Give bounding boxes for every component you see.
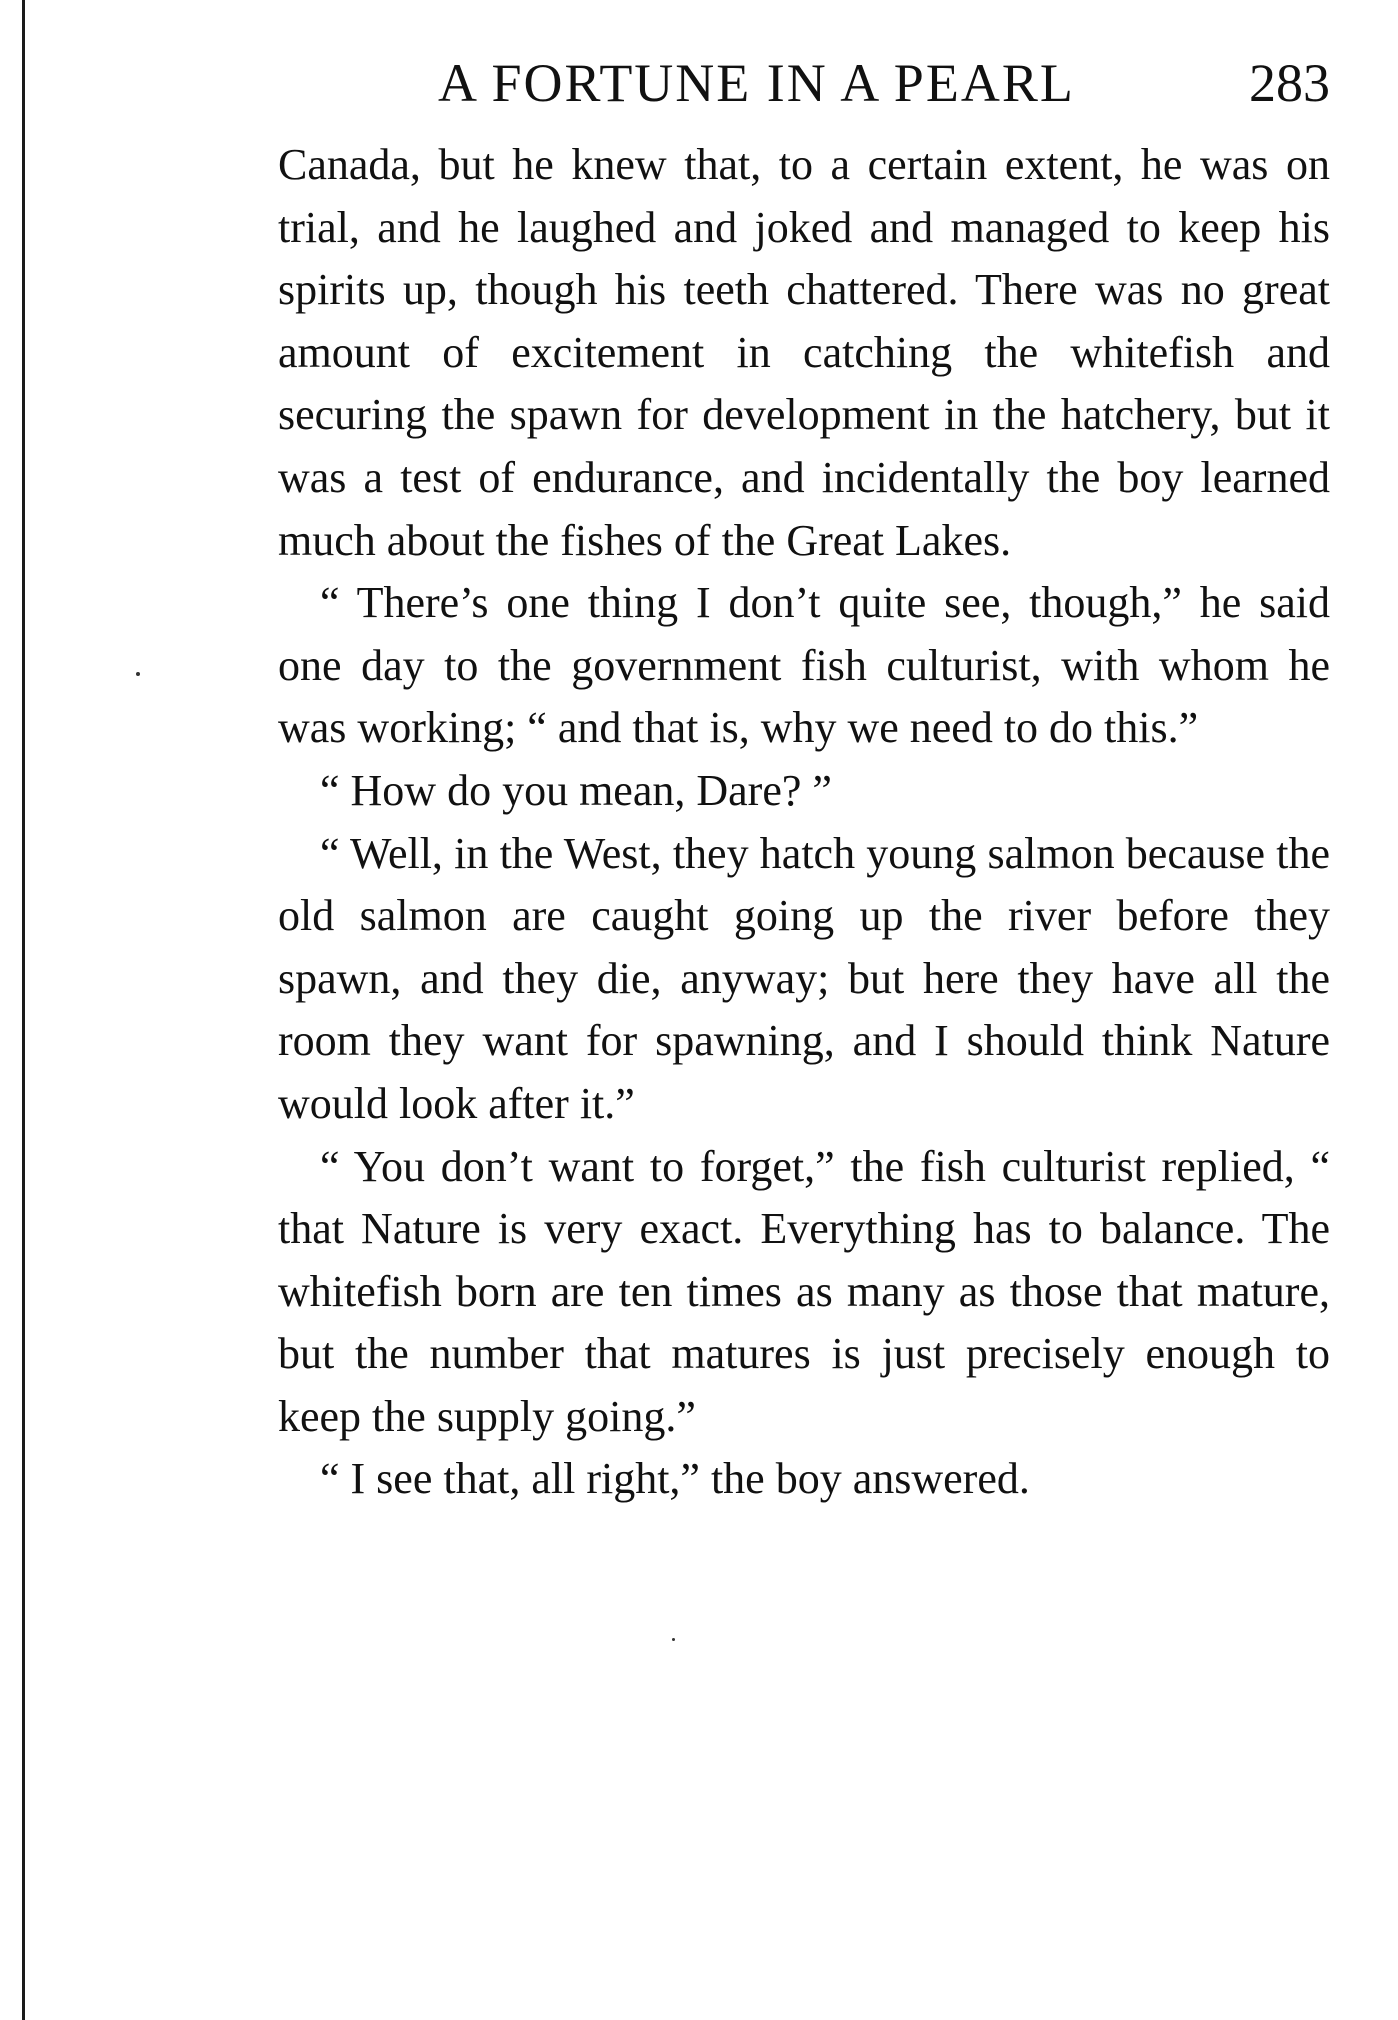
print-speck (672, 1638, 675, 1641)
paragraph-dialogue: “ There’s one thing I don’t quite see, though,” he said one day to the government fish culturist, with whom he was working; “ and that is, why we need to do this.” (278, 578, 1330, 753)
page-binding-edge (22, 0, 25, 2020)
page-number: 283 (1249, 53, 1330, 113)
body-text (278, 134, 1330, 1511)
paragraph-dialogue: “ Well, in the West, they hatch young salmon because the old salmon are caught going up the river before they spawn, and they die, anyway; but here they have all the room they want for spawning, and I should think Nature would look after it.” (278, 828, 1330, 1128)
print-speck (136, 672, 140, 676)
running-title: A FORTUNE IN A PEARL (438, 53, 1075, 113)
page-header (438, 48, 1330, 118)
paragraph-dialogue: “ How do you mean, Dare? ” (320, 765, 832, 815)
paragraph-dialogue: “ You don’t want to forget,” the fish culturist replied, “ that Nature is very exact. Everything has to balance. The whitefish born are ten times as many as those that mature, but the number that matures is just precisely enough to keep the supply going.” (278, 1141, 1330, 1441)
paragraph-continued: Canada, but he knew that, to a certain extent, he was on trial, and he laughed and joked and managed to keep his spirits up, though his teeth chattered. There was no great amount of excitement in catching the whitefish and securing the spawn for development in the hatchery, but it was a test of endurance, and incidentally the boy learned much about the fishes of the Great Lakes. (278, 140, 1330, 565)
paragraph-dialogue: “ I see that, all right,” the boy answered. (320, 1454, 1030, 1504)
